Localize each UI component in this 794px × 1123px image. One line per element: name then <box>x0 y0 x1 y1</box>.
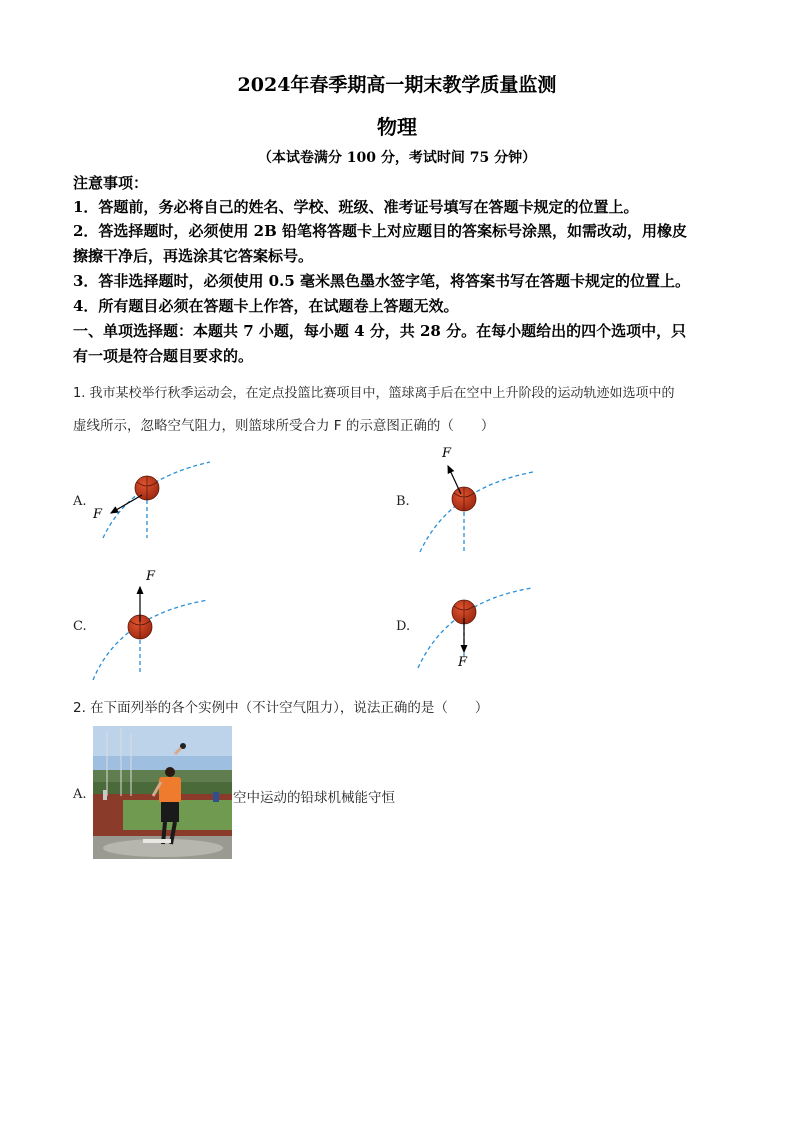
q1-diagram-c <box>93 569 208 680</box>
q1-option-d-label: D. <box>396 619 411 634</box>
shot-put-photo <box>93 726 232 859</box>
instruction-2-line1: 2．答选择题时，必须使用 2B 铅笔将答题卡上对应题目的答案标号涂黑，如需改动，用橡皮 <box>73 222 688 240</box>
force-label-a: F <box>93 507 103 522</box>
q1-option-a-label: A. <box>73 494 87 509</box>
q1-diagram-d <box>418 588 532 670</box>
q2-option-a-label: A. <box>73 787 87 802</box>
force-label-d: F <box>458 655 468 670</box>
force-label-c: F <box>146 569 156 584</box>
q1-option-b-label: B. <box>396 494 410 509</box>
instruction-4: 4．所有题目必须在答题卡上作答，在试题卷上答题无效。 <box>73 297 459 315</box>
instructions-heading: 注意事项： <box>73 174 149 192</box>
q1-diagram-a <box>92 462 210 538</box>
q1-diagrams <box>0 440 794 680</box>
q1-diagram-b <box>420 446 533 552</box>
instruction-1: 1．答题前，务必将自己的姓名、学校、班级、准考证号填写在答题卡规定的位置上。 <box>73 198 639 216</box>
q2-option-a-text: 空中运动的铅球机械能守恒 <box>233 790 395 806</box>
exam-subject: 物理 <box>377 115 417 139</box>
exam-note: （本试卷满分 100 分，考试时间 75 分钟） <box>257 150 537 166</box>
exam-title: 2024年春季期高一期末教学质量监测 <box>237 74 557 96</box>
instruction-2-line2: 擦擦干净后，再选涂其它答案标号。 <box>73 247 314 265</box>
q1-stem-line1: 1. 我市某校举行秋季运动会，在定点投篮比赛项目中，篮球离手后在空中上升阶段的运动轨迹如选项中的 <box>73 386 675 401</box>
section1-line2: 有一项是符合题目要求的。 <box>73 347 254 365</box>
force-label-b: F <box>442 446 452 461</box>
q2-stem: 2. 在下面列举的各个实例中（不计空气阻力），说法正确的是（ ） <box>73 700 489 716</box>
instruction-3: 3．答非选择题时，必须使用 0.5 毫米黑色墨水签字笔，将答案书写在答题卡规定的位置上。 <box>73 272 690 290</box>
q1-stem-line2: 虚线所示，忽略空气阻力，则篮球所受合力 F 的示意图正确的（ ） <box>73 418 495 434</box>
q1-option-c-label: C. <box>73 619 87 634</box>
section1-line1: 一、单项选择题：本题共 7 小题，每小题 4 分，共 28 分。在每小题给出的四个选项中，只 <box>73 322 687 340</box>
